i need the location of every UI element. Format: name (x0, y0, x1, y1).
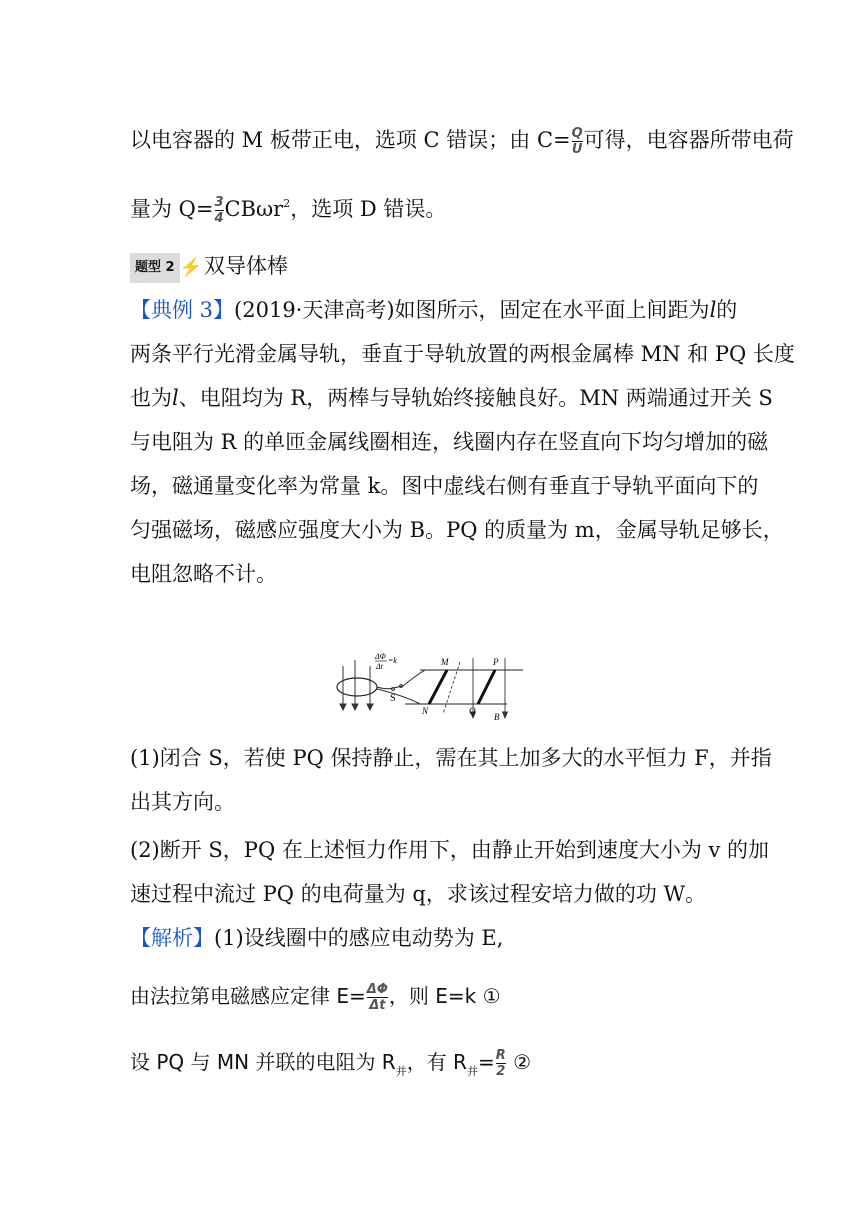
example-line-4: 与电阻为 R 的单匝金属线圈相连，线圈内存在竖直向下均匀增加的磁 (130, 430, 769, 454)
para1-text-a: 以电容器的 M 板带正电，选项 C 错误；由 C= (130, 128, 571, 152)
rod-mn (429, 670, 447, 704)
para2-text-a: 量为 Q= (130, 197, 214, 221)
frac-denominator: U (571, 142, 583, 157)
solution-line-3: 设 PQ 与 MN 并联的电阻为 $R_并$，有 $R_并=$ $\frac{R}{2}$ ② (130, 1048, 532, 1079)
example-line-5: 场，磁通量变化率为常量 k。图中虚线右侧有垂直于导轨平面向下的 (130, 474, 759, 498)
fraction-flux-rate: $\frac{\Delta\Phi}{\Delta t}$ (366, 982, 388, 1013)
example-line-6: 匀强磁场，磁感应强度大小为 B。PQ 的质量为 m，金属导轨足够长， (130, 518, 784, 542)
frac-denominator: 4 (214, 211, 224, 226)
label-b: B (494, 712, 500, 722)
question-line-1: (1)闭合 S，若使 PQ 保持静止，需在其上加多大的水平恒力 F，并指 (130, 746, 772, 770)
example-line-2: 两条平行光滑金属导轨，垂直于导轨放置的两根金属棒 MN 和 PQ 长度 (130, 342, 795, 366)
flux-num: ΔΦ (375, 652, 386, 661)
para2-line (130, 190, 446, 225)
var-l: l (709, 298, 717, 322)
fraction-q-over-u (572, 127, 583, 156)
para2-text-c: ，选项 D 错误。 (290, 197, 447, 221)
example-text-1-tail: 的 (716, 298, 738, 322)
question-line-2: 出其方向。 (130, 790, 235, 814)
label-p: P (493, 657, 499, 667)
question-line-3: (2)断开 S，PQ 在上述恒力作用下，由静止开始到速度大小为 v 的加 (130, 838, 770, 862)
label-q: Q (469, 706, 476, 716)
section-title: 双导体棒 (204, 254, 288, 278)
example-line-7: 电阻忽略不计。 (130, 562, 277, 586)
frac-numerator: Q (571, 126, 583, 141)
rod-pq (478, 670, 495, 704)
example-label: 【典例 3】 (130, 298, 235, 322)
label-n: N (422, 706, 429, 716)
fraction-three-quarters (215, 196, 224, 225)
circuit-diagram (335, 648, 530, 726)
lightning-icon: ⚡ (179, 256, 202, 278)
flux-den: Δt (376, 662, 383, 671)
solution-label: 【解析】 (130, 926, 214, 950)
solution-line-1: 【解析】(1)设线圈中的感应电动势为 E, (130, 926, 504, 950)
flux-eq: =k (388, 656, 397, 665)
superscript: 2 (283, 197, 291, 210)
para1-line (130, 126, 794, 156)
label-s: S (390, 693, 396, 704)
example-line-1 (130, 296, 737, 324)
fraction-r-half: $\frac{R}{2}$ (495, 1048, 506, 1079)
example-text-1: (2019·天津高考)如图所示，固定在水平面上间距为 (234, 298, 710, 322)
para2-text-b: CBωr (224, 197, 284, 221)
section-header (130, 252, 288, 283)
example-line-3: 也为l、电阻均为 R，两棒与导轨始终接触良好。MN 两端通过开关 S (130, 386, 773, 410)
solution-line-2: 由法拉第电磁感应定律 E= $\frac{\Delta\Phi}{\Delta t}$ ，则 E=k ① (130, 982, 501, 1013)
para1-text-b: 可得，电容器所带电荷 (583, 128, 794, 152)
frac-numerator: 3 (214, 195, 224, 210)
section-tag: 题型 2 (130, 253, 180, 283)
label-m: M (441, 657, 449, 667)
question-line-4: 速过程中流过 PQ 的电荷量为 q，求该过程安培力做的功 W。 (130, 882, 707, 906)
